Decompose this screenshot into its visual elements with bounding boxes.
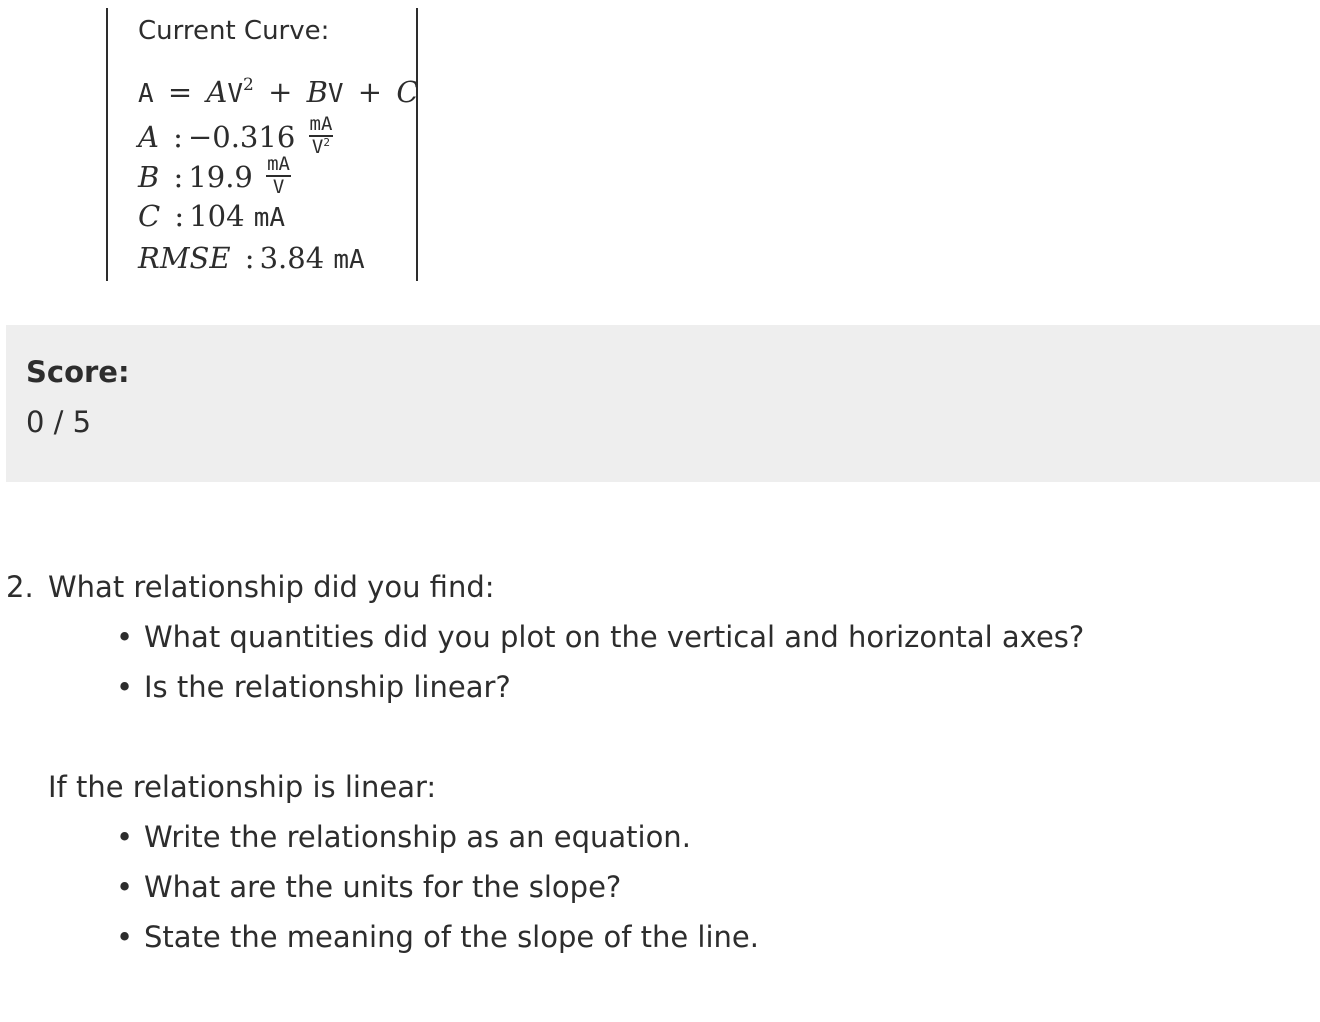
equation-plus: + xyxy=(268,75,293,109)
param-b-unit xyxy=(266,155,291,197)
param-a-unit xyxy=(309,115,334,157)
equation-coef-b: B xyxy=(306,75,328,109)
unit-denominator-base: V xyxy=(311,136,324,158)
param-b-value: 19.9 xyxy=(188,160,253,194)
unit-numerator: mA xyxy=(309,113,333,135)
param-rmse xyxy=(138,241,365,275)
equation-equals: = xyxy=(167,75,193,109)
list-item-text: What quantities did you plot on the vertical and horizontal axes? xyxy=(144,620,1085,654)
list-item-text: Write the relationship as an equation. xyxy=(144,820,691,854)
equation-coef-a: A xyxy=(206,75,228,109)
param-rmse-name: RMSE xyxy=(138,241,231,275)
equation-var-v: V xyxy=(227,79,244,109)
param-a-name: A xyxy=(138,120,159,154)
list-item xyxy=(116,820,691,854)
param-colon: : xyxy=(244,241,255,275)
list-item xyxy=(116,620,1084,654)
bullet-icon: • xyxy=(116,670,134,704)
equation-coef-c: C xyxy=(396,75,419,109)
score-label: Score: xyxy=(26,355,130,389)
param-colon: : xyxy=(173,160,184,194)
unit-denominator xyxy=(309,137,334,157)
param-a-value: −0.316 xyxy=(187,120,296,154)
linear-heading: If the relationship is linear: xyxy=(48,770,437,804)
param-c xyxy=(138,199,286,233)
param-colon: : xyxy=(174,199,185,233)
equation-var-v: V xyxy=(327,79,344,109)
param-rmse-unit: mA xyxy=(333,245,365,275)
equation-plus: + xyxy=(357,75,383,109)
bullet-icon: • xyxy=(116,870,134,904)
list-item xyxy=(116,870,621,904)
param-b xyxy=(138,153,291,200)
curve-equation xyxy=(138,75,419,109)
param-b-name: B xyxy=(138,160,160,194)
score-panel xyxy=(6,325,1320,482)
unit-denominator: V xyxy=(272,176,285,198)
current-curve-box xyxy=(106,8,418,281)
score-value: 0 / 5 xyxy=(26,405,92,439)
param-rmse-value: 3.84 xyxy=(259,241,325,275)
list-item xyxy=(116,920,759,954)
bullet-icon: • xyxy=(116,620,134,654)
list-item-text: What are the units for the slope? xyxy=(144,870,622,904)
equation-power: 2 xyxy=(243,75,254,95)
unit-numerator: mA xyxy=(267,153,290,175)
curve-title: Current Curve: xyxy=(138,16,330,46)
equation-lhs: A xyxy=(138,79,154,109)
question-heading: What relationship did you find: xyxy=(48,570,495,604)
unit-denominator-power: 2 xyxy=(323,136,330,149)
param-c-name: C xyxy=(138,199,161,233)
question-number: 2. xyxy=(6,570,34,604)
bullet-icon: • xyxy=(116,820,134,854)
bullet-icon: • xyxy=(116,920,134,954)
list-item-text: Is the relationship linear? xyxy=(144,670,511,704)
param-c-value: 104 xyxy=(189,199,245,233)
list-item xyxy=(116,670,511,704)
param-colon: : xyxy=(173,120,183,154)
list-item-text: State the meaning of the slope of the line. xyxy=(144,920,759,954)
param-a xyxy=(138,113,333,160)
param-c-unit: mA xyxy=(253,203,286,233)
